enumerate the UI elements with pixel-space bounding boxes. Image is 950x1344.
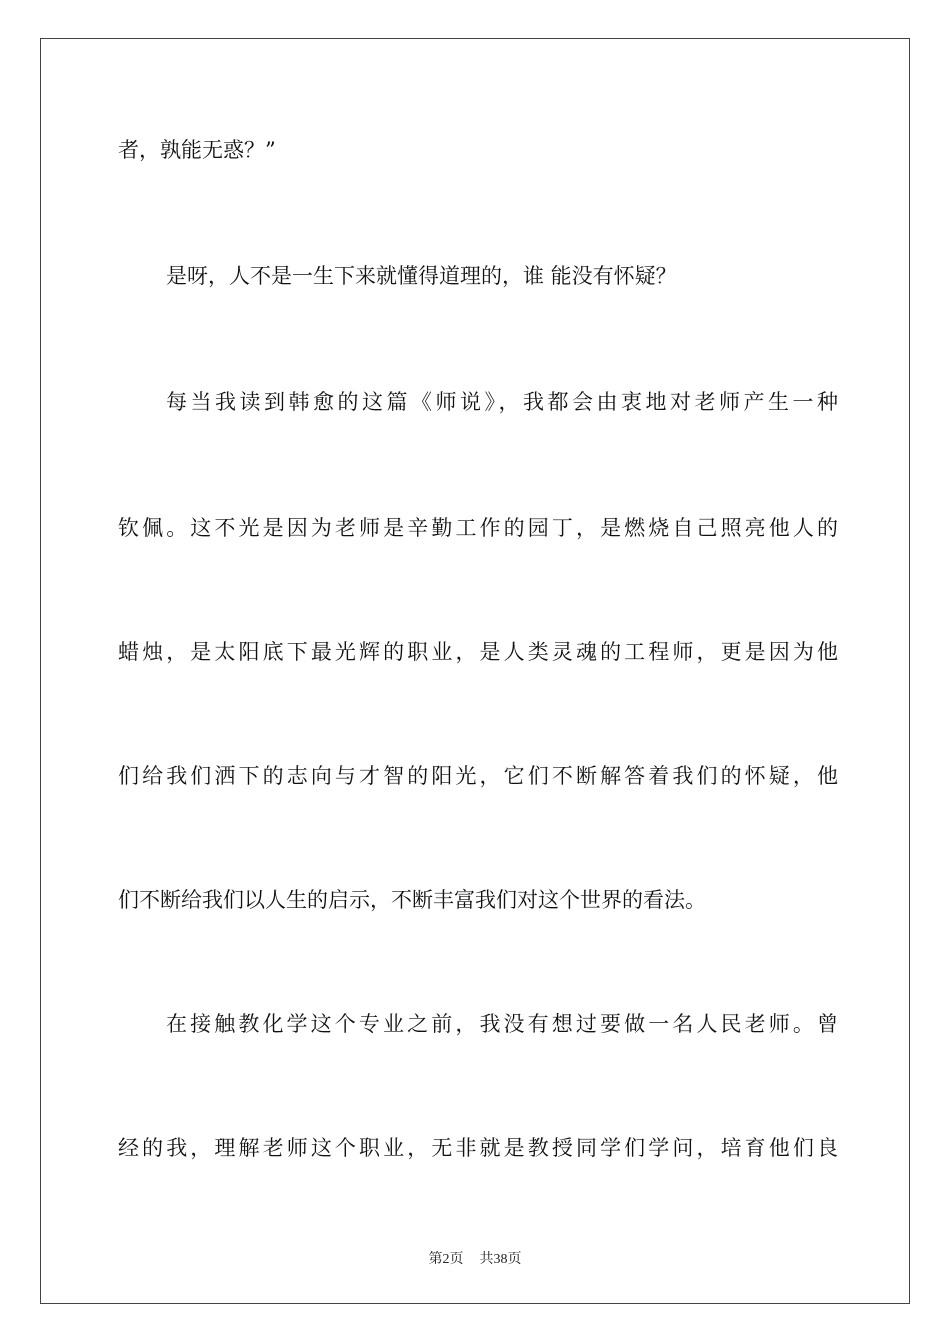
paragraph-line: 经的我，理解老师这个职业，无非就是教授同学们学问，培育他们良: [118, 1136, 838, 1160]
page-footer: [0, 1248, 950, 1268]
paragraph-line: 们不断给我们以人生的启示，不断丰富我们对这个世界的看法。: [118, 888, 706, 912]
page-border: [40, 38, 910, 1304]
page-number: 第2页: [428, 1252, 464, 1267]
paragraph-line: 是呀，人不是一生下来就懂得道理的，谁 能没有怀疑？: [166, 264, 677, 288]
paragraph-line: 在接触教化学这个专业之前，我没有想过要做一名人民老师。曾: [166, 1012, 838, 1036]
paragraph-line: 蜡烛，是太阳底下最光辉的职业，是人类灵魂的工程师，更是因为他: [118, 640, 838, 664]
page-total: 共38页: [479, 1252, 522, 1267]
paragraph-line: 者，孰能无惑？”: [118, 138, 276, 162]
paragraph-line: 们给我们洒下的志向与才智的阳光，它们不断解答着我们的怀疑，他: [118, 764, 838, 788]
paragraph-line: 钦佩。这不光是因为老师是辛勤工作的园丁，是燃烧自己照亮他人的: [118, 516, 838, 540]
paragraph-line: 每当我读到韩愈的这篇《师说》，我都会由衷地对老师产生一种: [166, 390, 838, 414]
